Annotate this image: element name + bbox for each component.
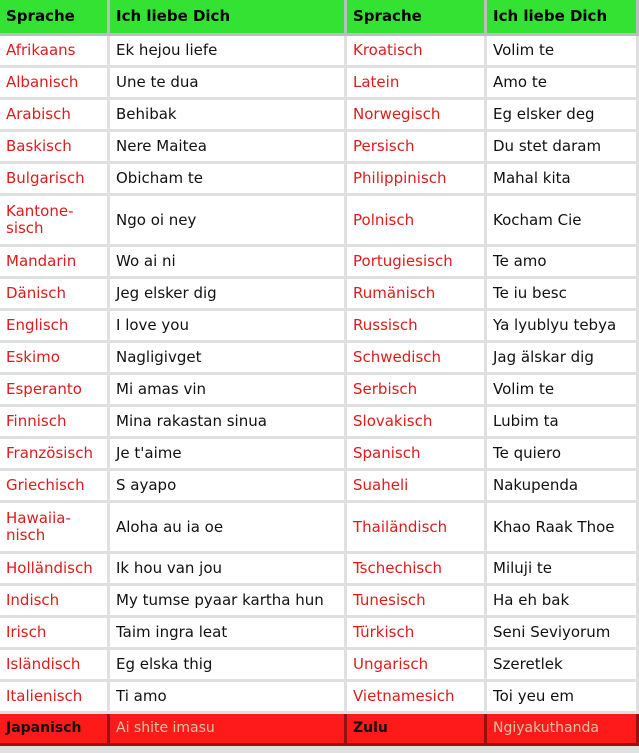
- phrase-cell: Mahal kita: [487, 164, 639, 196]
- phrase-cell: Ngiyakuthanda: [487, 714, 639, 746]
- phrase-cell: Mina rakastan sinua: [110, 407, 347, 439]
- language-cell: Thailändisch: [347, 503, 487, 554]
- header-phrase-left: Ich liebe Dich: [110, 0, 347, 36]
- language-cell: Arabisch: [0, 100, 110, 132]
- language-cell: Philippinisch: [347, 164, 487, 196]
- language-cell: Norwegisch: [347, 100, 487, 132]
- phrase-cell: Jeg elsker dig: [110, 279, 347, 311]
- language-cell: Esperanto: [0, 375, 110, 407]
- language-cell: Hawaiia-nisch: [0, 503, 110, 554]
- phrase-cell: Obicham te: [110, 164, 347, 196]
- language-cell: Kroatisch: [347, 36, 487, 68]
- language-cell: Portugiesisch: [347, 247, 487, 279]
- language-cell: Rumänisch: [347, 279, 487, 311]
- language-cell: Japanisch: [0, 714, 110, 746]
- language-cell: Indisch: [0, 586, 110, 618]
- language-cell: Holländisch: [0, 554, 110, 586]
- phrase-cell: Ngo oi ney: [110, 196, 347, 247]
- phrase-cell: Volim te: [487, 36, 639, 68]
- phrase-cell: Ai shite imasu: [110, 714, 347, 746]
- language-cell: Griechisch: [0, 471, 110, 503]
- header-language-right: Sprache: [347, 0, 487, 36]
- phrase-cell: S ayapo: [110, 471, 347, 503]
- language-cell: Persisch: [347, 132, 487, 164]
- phrase-cell: Te amo: [487, 247, 639, 279]
- phrase-cell: Ik hou van jou: [110, 554, 347, 586]
- language-cell: Albanisch: [0, 68, 110, 100]
- phrase-cell: Ek hejou liefe: [110, 36, 347, 68]
- language-cell: Italienisch: [0, 682, 110, 714]
- language-cell: Zulu: [347, 714, 487, 746]
- phrase-cell: Nagligivget: [110, 343, 347, 375]
- phrase-cell: Te quiero: [487, 439, 639, 471]
- language-cell: Bulgarisch: [0, 164, 110, 196]
- language-cell: Afrikaans: [0, 36, 110, 68]
- phrase-cell: My tumse pyaar kartha hun: [110, 586, 347, 618]
- language-cell: Englisch: [0, 311, 110, 343]
- phrase-cell: Jag älskar dig: [487, 343, 639, 375]
- language-cell: Slovakisch: [347, 407, 487, 439]
- phrase-cell: Khao Raak Thoe: [487, 503, 639, 554]
- language-cell: Eskimo: [0, 343, 110, 375]
- language-cell: Latein: [347, 68, 487, 100]
- phrase-cell: Eg elsker deg: [487, 100, 639, 132]
- phrase-cell: Behibak: [110, 100, 347, 132]
- phrase-cell: Ha eh bak: [487, 586, 639, 618]
- language-cell: Finnisch: [0, 407, 110, 439]
- language-cell: Polnisch: [347, 196, 487, 247]
- language-cell: Kantone-sisch: [0, 196, 110, 247]
- language-cell: Tschechisch: [347, 554, 487, 586]
- phrase-cell: Ya lyublyu tebya: [487, 311, 639, 343]
- language-cell: Isländisch: [0, 650, 110, 682]
- phrase-cell: Toi yeu em: [487, 682, 639, 714]
- phrase-cell: I love you: [110, 311, 347, 343]
- phrase-cell: Te iu besc: [487, 279, 639, 311]
- phrase-cell: Taim ingra leat: [110, 618, 347, 650]
- language-cell: Dänisch: [0, 279, 110, 311]
- phrase-cell: Je t'aime: [110, 439, 347, 471]
- phrase-cell: Aloha au ia oe: [110, 503, 347, 554]
- language-cell: Tunesisch: [347, 586, 487, 618]
- language-cell: Türkisch: [347, 618, 487, 650]
- language-cell: Irisch: [0, 618, 110, 650]
- phrase-cell: Szeretlek: [487, 650, 639, 682]
- header-phrase-right: Ich liebe Dich: [487, 0, 639, 36]
- language-cell: Serbisch: [347, 375, 487, 407]
- language-cell: Ungarisch: [347, 650, 487, 682]
- phrase-cell: Amo te: [487, 68, 639, 100]
- phrase-cell: Lubim ta: [487, 407, 639, 439]
- language-cell: Baskisch: [0, 132, 110, 164]
- phrase-cell: Wo ai ni: [110, 247, 347, 279]
- phrase-cell: Volim te: [487, 375, 639, 407]
- language-cell: Suaheli: [347, 471, 487, 503]
- phrase-cell: Nere Maitea: [110, 132, 347, 164]
- language-cell: Schwedisch: [347, 343, 487, 375]
- phrase-cell: Seni Seviyorum: [487, 618, 639, 650]
- phrase-cell: Ti amo: [110, 682, 347, 714]
- phrase-cell: Kocham Cie: [487, 196, 639, 247]
- language-cell: Mandarin: [0, 247, 110, 279]
- phrase-cell: Une te dua: [110, 68, 347, 100]
- phrase-cell: Eg elska thig: [110, 650, 347, 682]
- phrase-cell: Miluji te: [487, 554, 639, 586]
- phrase-cell: Nakupenda: [487, 471, 639, 503]
- phrase-cell: Du stet daram: [487, 132, 639, 164]
- phrase-cell: Mi amas vin: [110, 375, 347, 407]
- language-cell: Spanisch: [347, 439, 487, 471]
- language-cell: Französisch: [0, 439, 110, 471]
- language-cell: Russisch: [347, 311, 487, 343]
- header-language-left: Sprache: [0, 0, 110, 36]
- language-cell: Vietnamesich: [347, 682, 487, 714]
